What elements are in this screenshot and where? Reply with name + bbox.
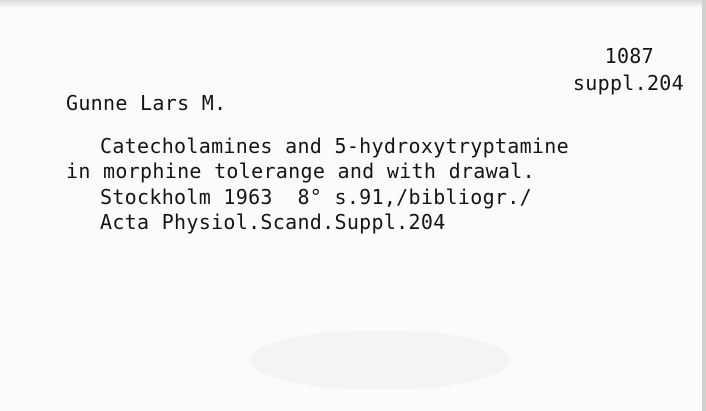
author-name: Gunne Lars M. [66, 91, 227, 115]
call-number: 1087 [604, 44, 654, 68]
paper-stain [250, 330, 510, 390]
title-line-2: in morphine tolerange and with drawal. [66, 159, 535, 183]
series-line: Acta Physiol.Scand.Suppl.204 [100, 210, 446, 234]
imprint-line: Stockholm 1963 8° s.91,/bibliogr./ [100, 185, 532, 209]
supplement-number: suppl.204 [572, 71, 684, 95]
card-right-edge [702, 0, 706, 411]
card-top-edge [0, 0, 706, 8]
title-line-1: Catecholamines and 5-hydroxytryptamine [100, 134, 569, 158]
